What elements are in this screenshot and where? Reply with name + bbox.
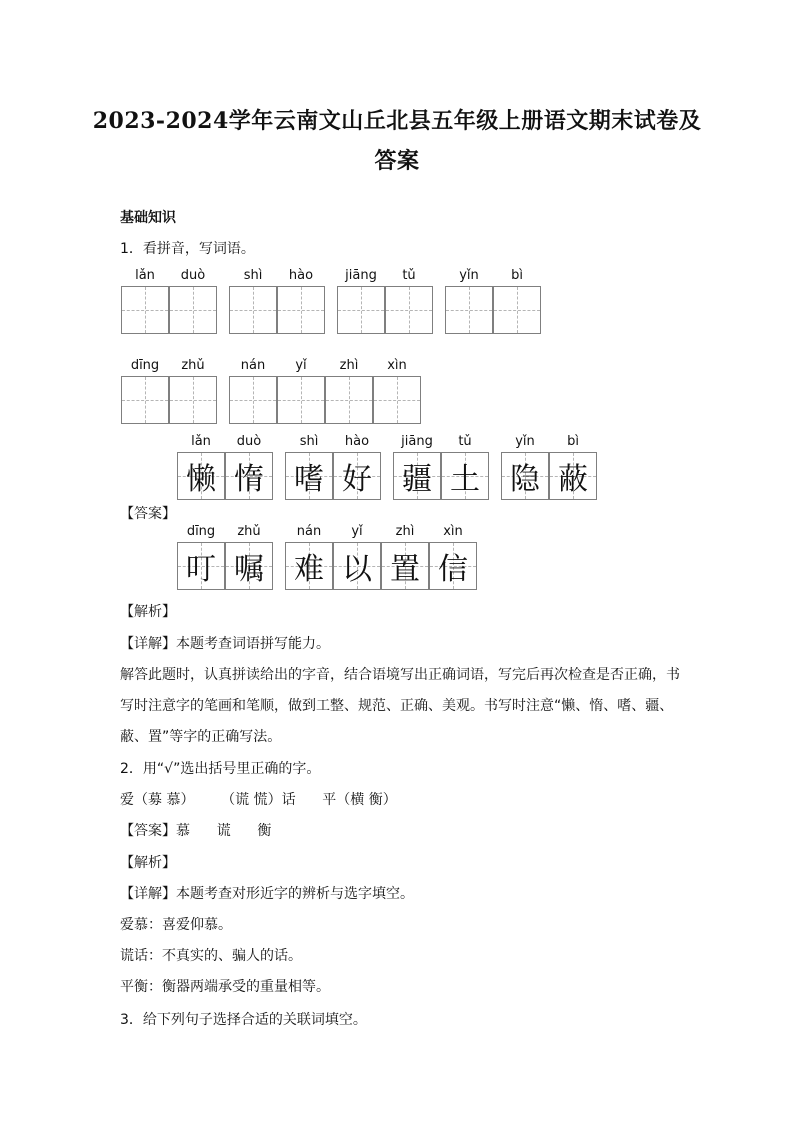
blank-char-box[interactable] (277, 376, 325, 424)
answer-char: 以 (342, 552, 372, 587)
section-heading: 基础知识 (120, 210, 176, 226)
doc-title-line1: 2023-2024学年云南文山丘北县五年级上册语文期末试卷及 (92, 108, 702, 134)
q2-answer-tag: 【答案】 (120, 823, 176, 839)
answer-char-box (177, 542, 225, 590)
doc-title-line2: 答案 (374, 148, 420, 174)
q2-answer: 慕 谎 衡 (176, 823, 272, 839)
q2-answer-line (120, 820, 271, 840)
pinyin-label: hào (288, 268, 314, 283)
pinyin-label: yǐn (459, 268, 479, 283)
q1-explain-2: 写时注意字的笔画和笔顺，做到工整、规范、正确、美观。书写时注意“懒、惰、嗜、疆、 (120, 698, 674, 714)
answer-char-box (285, 542, 333, 590)
blank-char-box[interactable] (121, 376, 169, 424)
answer-char-box (381, 542, 429, 590)
q2-def-2: 谎话：不真实的、骗人的话。 (120, 948, 302, 964)
pinyin-label: lǎn (135, 268, 155, 283)
answer-char: 嘱 (234, 552, 264, 587)
pinyin-label: jiāng (345, 268, 377, 283)
answer-char: 置 (390, 552, 420, 587)
answer-char: 好 (342, 462, 372, 497)
pinyin-label: dīng (130, 358, 160, 373)
q1-answer-tag: 【答案】 (120, 506, 176, 522)
blank-char-box[interactable] (169, 376, 217, 424)
pinyin-label: dīng (186, 524, 216, 539)
answer-char-box (549, 452, 597, 500)
blank-char-box[interactable] (325, 376, 373, 424)
q1-analysis-tag: 【解析】 (120, 604, 176, 620)
blank-char-box[interactable] (385, 286, 433, 334)
pinyin-label: nán (296, 524, 322, 539)
pinyin-label: nán (240, 358, 266, 373)
q3-prompt: 3．给下列句子选择合适的关联词填空。 (120, 1012, 367, 1028)
answer-char-box (501, 452, 549, 500)
answer-char-box (333, 452, 381, 500)
answer-char: 叮 (186, 552, 216, 587)
answer-char-box (285, 452, 333, 500)
blank-char-box[interactable] (337, 286, 385, 334)
pinyin-label: yǐ (295, 358, 307, 373)
pinyin-label: duò (236, 434, 262, 449)
answer-char-box (333, 542, 381, 590)
pinyin-label: xìn (443, 524, 463, 539)
answer-char: 隐 (510, 462, 540, 497)
blank-char-box[interactable] (445, 286, 493, 334)
answer-char: 信 (438, 552, 468, 587)
answer-char-box (177, 452, 225, 500)
answer-char-box (393, 452, 441, 500)
answer-char-box (441, 452, 489, 500)
q1-explain-3: 蔽、置”等字的正确写法。 (120, 729, 282, 745)
pinyin-label: duò (180, 268, 206, 283)
answer-char: 难 (294, 552, 324, 587)
pinyin-label: shì (299, 434, 319, 449)
q2-options: 爱（募 慕） （谎 慌）话 平（横 衡） (120, 792, 397, 808)
pinyin-label: jiāng (401, 434, 433, 449)
q2-analysis-tag: 【解析】 (120, 855, 176, 871)
pinyin-label: zhǔ (181, 358, 205, 373)
blank-char-box[interactable] (493, 286, 541, 334)
q2-def-1: 爱慕：喜爱仰慕。 (120, 917, 232, 933)
blank-char-box[interactable] (277, 286, 325, 334)
blank-char-box[interactable] (229, 376, 277, 424)
answer-char: 土 (450, 462, 480, 497)
pinyin-label: zhì (395, 524, 415, 539)
pinyin-label: hào (344, 434, 370, 449)
pinyin-label: yǐ (351, 524, 363, 539)
blank-char-box[interactable] (121, 286, 169, 334)
blank-char-box[interactable] (169, 286, 217, 334)
q1-explain-1: 解答此题时，认真拼读给出的字音，结合语境写出正确词语，写完后再次检查是否正确，书 (120, 667, 680, 683)
pinyin-label: bì (567, 434, 579, 449)
pinyin-label: xìn (387, 358, 407, 373)
pinyin-label: zhì (339, 358, 359, 373)
answer-char: 蔽 (558, 462, 588, 497)
answer-char: 懒 (186, 462, 216, 497)
pinyin-label: yǐn (515, 434, 535, 449)
pinyin-label: shì (243, 268, 263, 283)
q1-prompt: 1．看拼音，写词语。 (120, 241, 255, 257)
pinyin-label: lǎn (191, 434, 211, 449)
answer-char: 疆 (402, 462, 432, 497)
q2-prompt: 2．用“√”选出括号里正确的字。 (120, 761, 321, 777)
blank-char-box[interactable] (373, 376, 421, 424)
answer-char: 嗜 (294, 462, 324, 497)
q2-detail: 【详解】本题考查对形近字的辨析与选字填空。 (120, 886, 414, 902)
pinyin-label: tǔ (402, 268, 416, 283)
answer-char: 惰 (234, 462, 264, 497)
q1-detail: 【详解】本题考查词语拼写能力。 (120, 636, 330, 652)
q2-def-3: 平衡：衡器两端承受的重量相等。 (120, 979, 330, 995)
blank-char-box[interactable] (229, 286, 277, 334)
pinyin-label: bì (511, 268, 523, 283)
pinyin-label: tǔ (458, 434, 472, 449)
answer-char-box (225, 542, 273, 590)
pinyin-label: zhǔ (237, 524, 261, 539)
answer-char-box (225, 452, 273, 500)
answer-char-box (429, 542, 477, 590)
